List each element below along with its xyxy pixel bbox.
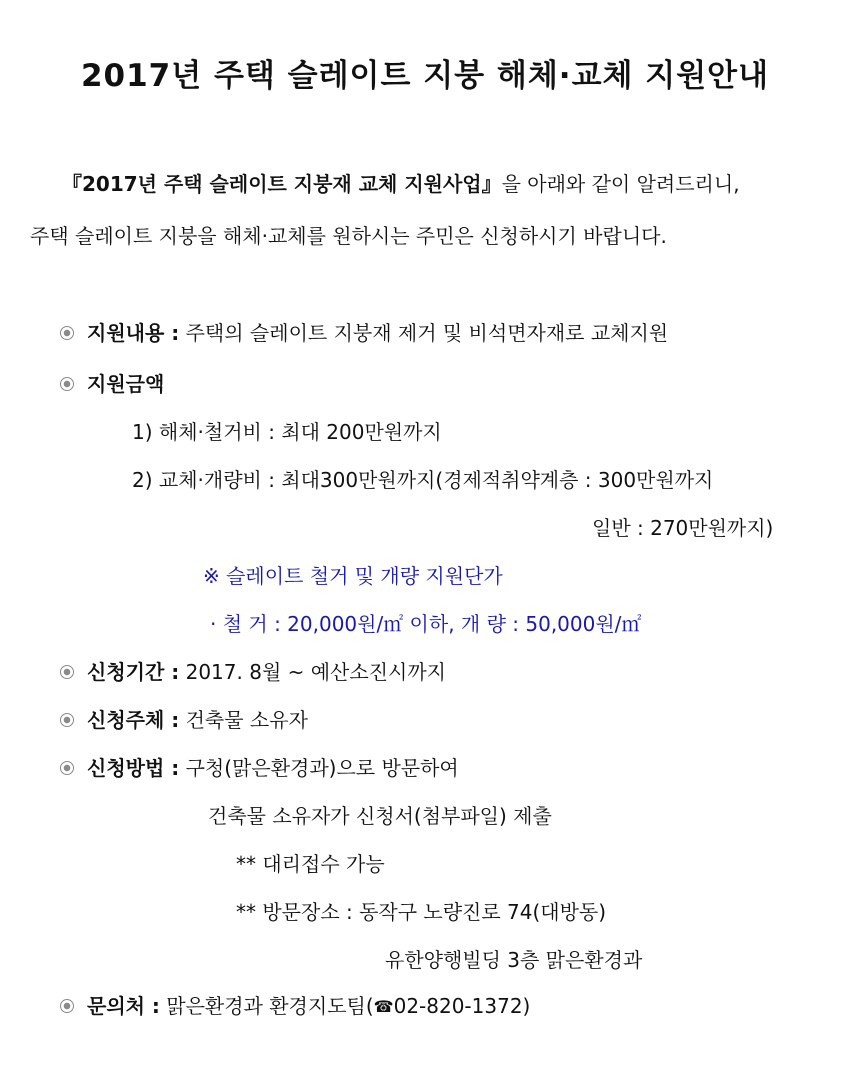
application-method-line-2: 건축물 소유자가 신청서(첨부파일) 제출 [208, 804, 552, 828]
intro-line-1 [62, 170, 740, 198]
contact-phone: 02-820-1372) [393, 994, 531, 1018]
intro-program-name: 『2017년 주택 슬레이트 지붕재 교체 지원사업』 [62, 172, 502, 196]
support-content [87, 319, 668, 347]
application-method-value: 구청(맑은환경과)으로 방문하여 [185, 756, 459, 780]
amount-item-replacement-cont: 일반 : 270만원까지) [592, 516, 774, 540]
amount-item-replacement: 2) 교체·개량비 : 최대300만원까지(경제적취약계층 : 300만원까지 [132, 468, 714, 492]
applicant [87, 706, 308, 734]
visit-location-note-cont: 유한양행빌딩 3층 맑은환경과 [385, 948, 643, 972]
circle-bullet-icon [60, 999, 74, 1013]
application-period-label: 신청기간 : [87, 660, 180, 684]
unit-price-note-title: ※ 슬레이트 철거 및 개량 지원단가 [203, 564, 503, 588]
applicant-label: 신청주체 : [87, 708, 180, 732]
visit-location-note: ** 방문장소 : 동작구 노량진로 74(대방동) [236, 900, 607, 924]
amount-item-demolition: 1) 해체·철거비 : 최대 200만원까지 [132, 420, 442, 444]
intro-line-1-rest: 을 아래와 같이 알려드리니, [501, 172, 740, 196]
contact-label: 문의처 : [87, 994, 160, 1018]
circle-bullet-icon [60, 326, 74, 340]
applicant-value: 건축물 소유자 [185, 708, 308, 732]
application-method [87, 754, 459, 782]
circle-bullet-icon [60, 377, 74, 391]
application-method-label: 신청방법 : [87, 756, 180, 780]
phone-icon: ☎ [373, 997, 394, 1016]
circle-bullet-icon [60, 665, 74, 679]
page-title: 2017년 주택 슬레이트 지붕 해체·교체 지원안내 [80, 58, 770, 94]
unit-price-note-detail: · 철 거 : 20,000원/㎡ 이하, 개 량 : 50,000원/㎡ [210, 612, 642, 636]
application-period-value: 2017. 8월 ~ 예산소진시까지 [185, 660, 446, 684]
contact [87, 992, 530, 1021]
application-period [87, 658, 446, 686]
proxy-note: ** 대리접수 가능 [236, 852, 385, 876]
circle-bullet-icon [60, 713, 74, 727]
support-content-value: 주택의 슬레이트 지붕재 제거 및 비석면자재로 교체지원 [185, 321, 669, 345]
circle-bullet-icon [60, 761, 74, 775]
contact-department: 맑은환경과 환경지도팀( [166, 994, 374, 1018]
intro-line-2: 주택 슬레이트 지붕을 해체·교체를 원하시는 주민은 신청하시기 바랍니다. [30, 224, 667, 248]
support-content-label: 지원내용 : [87, 321, 180, 345]
support-amount-label: 지원금액 [87, 372, 165, 396]
